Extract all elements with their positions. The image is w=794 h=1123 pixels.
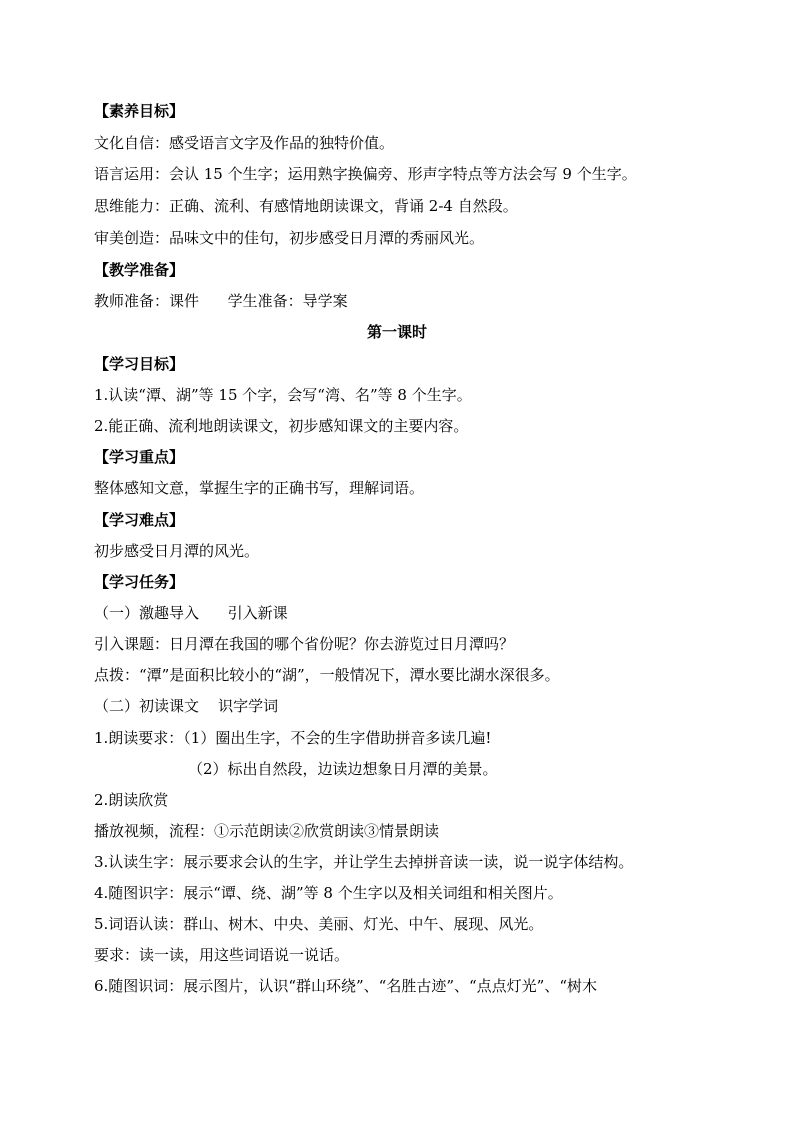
list-item-picture-words: 6.随图识词：展示图片，认识“群山环绕”、“名胜古迹”、“点点灯光”、“树木 [94,977,597,995]
list-item-reading-appreciation: 2.朗读欣赏 [94,791,169,809]
list-item-reading-requirement-2: （2）标出自然段，边读边想象日月潭的美景。 [188,760,498,778]
paragraph-aesthetic-creation: 审美创造：品味文中的佳句，初步感受日月潭的秀丽风光。 [94,229,485,247]
paragraph-language-use: 语言运用：会认 15 个生字；运用熟字换偏旁、形声字特点等方法会写 9 个生字。 [94,165,637,183]
paragraph-thinking-ability: 思维能力：正确、流利、有感情地朗读课文，背诵 2-4 自然段。 [94,197,518,215]
paragraph-cultural-confidence: 文化自信：感受语言文字及作品的独特价值。 [94,134,395,152]
paragraph-difficulties: 初步感受日月潭的风光。 [94,542,260,560]
section-heading-key-points: 【学习重点】 [94,448,185,466]
paragraph-key-points: 整体感知文意，掌握生字的正确书写，理解词语。 [94,479,425,497]
section-heading-literacy-goals: 【素养目标】 [94,102,185,120]
paragraph-intro-topic: 引入课题：日月潭在我国的哪个省份呢？你去游览过日月潭吗？ [94,635,515,653]
section-heading-difficulties: 【学习难点】 [94,511,185,529]
list-item-recognize-characters: 3.认读生字：展示要求会认的生字，并让学生去掉拼音读一读，说一说字体结构。 [94,853,634,871]
subheading-task-2: （二）初读课文 识字学词 [94,697,279,715]
paragraph-word-requirement: 要求：读一读，用这些词语说一说话。 [94,946,350,964]
list-item-reading-requirement: 1.朗读要求：（1）圈出生字，不会的生字借助拼音多读几遍! [94,729,492,747]
paragraph-hint: 点拨：“潭”是面积比较小的“湖”，一般情况下，潭水要比湖水深很多。 [94,666,560,684]
section-heading-learning-tasks: 【学习任务】 [94,573,185,591]
section-heading-learning-goals: 【学习目标】 [94,355,185,373]
list-item-word-reading: 5.词语认读：群山、树木、中央、美丽、灯光、中午、展现、风光。 [94,915,544,933]
list-item-goal-2: 2.能正确、流利地朗读课文，初步感知课文的主要内容。 [94,417,469,435]
subheading-task-1: （一）激趣导入 引入新课 [94,604,288,622]
paragraph-video-flow: 播放视频，流程：①示范朗读②欣赏朗读③情景朗读 [94,822,440,840]
section-heading-teaching-prep: 【教学准备】 [94,261,185,279]
list-item-picture-characters: 4.随图识字：展示“谭、绕、湖”等 8 个生字以及相关词组和相关图片。 [94,884,563,902]
list-item-goal-1: 1.认读“潭、湖”等 15 个字，会写“湾、名”等 8 个生字。 [94,386,472,404]
lesson-title: 第一课时 [366,323,427,341]
paragraph-prep-materials: 教师准备：课件 学生准备：导学案 [94,292,348,310]
